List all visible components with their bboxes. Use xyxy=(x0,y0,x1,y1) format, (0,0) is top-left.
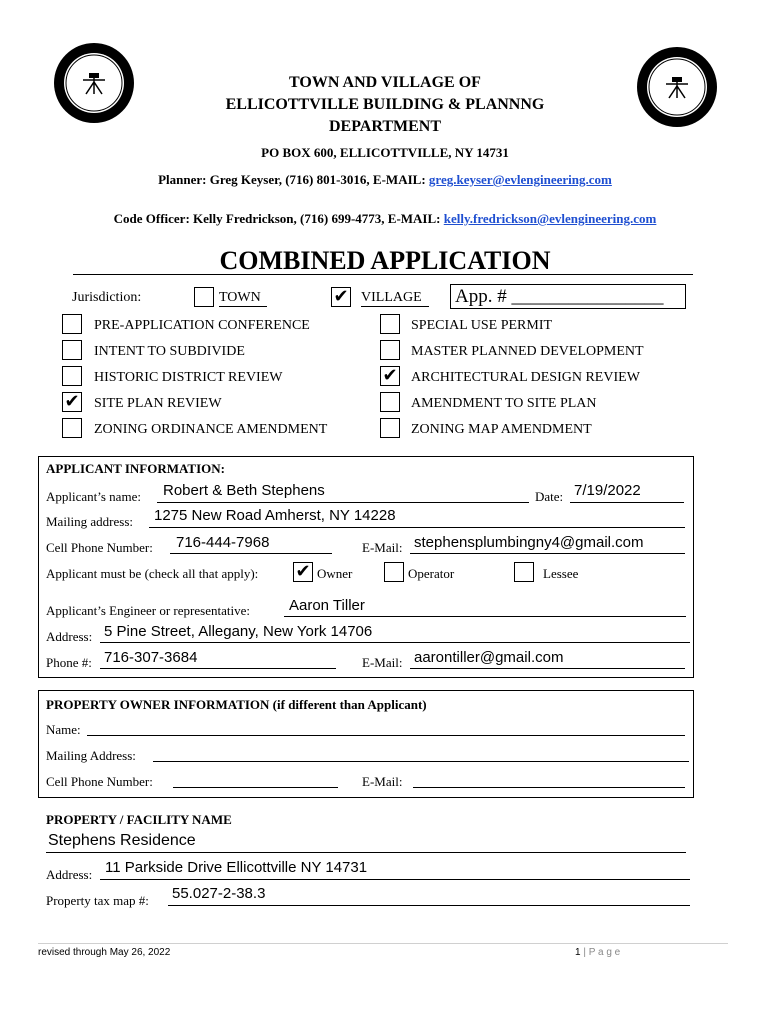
facility-address-line xyxy=(100,879,690,880)
facility-heading: PROPERTY / FACILITY NAME xyxy=(46,812,232,827)
page-number xyxy=(575,947,620,958)
engineer-phone-field[interactable]: 716-307-3684 xyxy=(104,649,198,666)
applicant-heading: APPLICANT INFORMATION: xyxy=(46,461,225,476)
engineer-address-line xyxy=(100,642,690,643)
applicant-type-label: Applicant must be (check all that apply): xyxy=(46,566,259,581)
owner-checkbox[interactable]: ✔ xyxy=(293,562,313,582)
operator-checkbox[interactable] xyxy=(384,562,404,582)
officer-text: Code Officer: Kelly Fredrickson, (716) 699-4773, E-MAIL: xyxy=(113,211,444,226)
revised-date: revised through May 26, 2022 xyxy=(38,947,171,958)
zoning-map-checkbox[interactable] xyxy=(380,418,400,438)
department-header xyxy=(0,72,770,138)
footer-rule xyxy=(38,943,728,944)
owner-email-label: E-Mail: xyxy=(362,774,403,789)
page-num: 1 xyxy=(575,947,581,958)
po-box-address: PO BOX 600, ELLICOTTVILLE, NY 14731 xyxy=(261,145,509,160)
operator-label: Operator xyxy=(408,566,455,581)
cell-phone-label: Cell Phone Number: xyxy=(46,540,153,555)
owner-mailing-field[interactable] xyxy=(153,761,689,762)
cell-phone-line xyxy=(170,553,332,554)
jurisdiction-label: Jurisdiction: xyxy=(72,290,142,305)
engineer-email-line xyxy=(410,668,685,669)
town-label: TOWN xyxy=(219,290,267,307)
tax-map-line xyxy=(168,905,690,906)
historic-district-label: HISTORIC DISTRICT REVIEW xyxy=(94,370,283,385)
app-number-box[interactable]: App. # ________________ xyxy=(450,284,686,309)
page-word: P a g e xyxy=(588,947,621,958)
amendment-site-plan-checkbox[interactable] xyxy=(380,392,400,412)
date-line xyxy=(570,502,684,503)
lessee-label: Lessee xyxy=(543,566,579,581)
special-use-permit-label: SPECIAL USE PERMIT xyxy=(411,318,553,333)
site-plan-review-checkbox[interactable]: ✔ xyxy=(62,392,82,412)
site-plan-review-label: SITE PLAN REVIEW xyxy=(94,396,222,411)
pre-application-checkbox[interactable] xyxy=(62,314,82,334)
header-line-1: TOWN AND VILLAGE OF xyxy=(289,74,481,91)
code-officer-contact xyxy=(0,211,770,227)
owner-email-field[interactable] xyxy=(413,787,685,788)
intent-to-subdivide-checkbox[interactable] xyxy=(62,340,82,360)
engineer-field[interactable]: Aaron Tiller xyxy=(289,597,365,614)
header-line-2: ELLICOTTVILLE BUILDING & PLANNNG xyxy=(225,96,545,113)
zoning-ordinance-checkbox[interactable] xyxy=(62,418,82,438)
pre-application-label: PRE-APPLICATION CONFERENCE xyxy=(94,318,310,333)
engineer-phone-line xyxy=(100,668,336,669)
zoning-map-label: ZONING MAP AMENDMENT xyxy=(411,422,592,437)
historic-district-checkbox[interactable] xyxy=(62,366,82,386)
applicant-name-field[interactable]: Robert & Beth Stephens xyxy=(163,482,325,499)
owner-label: Owner xyxy=(317,566,353,581)
engineer-email-label: E-Mail: xyxy=(362,655,403,670)
facility-address-label: Address: xyxy=(46,867,93,882)
facility-name-field[interactable]: Stephens Residence xyxy=(48,832,196,849)
applicant-email-label: E-Mail: xyxy=(362,540,403,555)
title-rule xyxy=(73,274,693,275)
town-checkbox[interactable] xyxy=(194,287,214,307)
lessee-checkbox[interactable] xyxy=(514,562,534,582)
owner-name-field[interactable] xyxy=(87,735,685,736)
page-separator: | xyxy=(580,947,589,958)
cell-phone-field[interactable]: 716-444-7968 xyxy=(176,534,270,551)
engineer-address-label: Address: xyxy=(46,629,93,644)
applicant-email-field[interactable]: stephensplumbingny4@gmail.com xyxy=(414,534,644,551)
mailing-address-label: Mailing address: xyxy=(46,514,134,529)
owner-heading: PROPERTY OWNER INFORMATION (if different than Applicant) xyxy=(46,697,427,712)
architectural-design-checkbox[interactable]: ✔ xyxy=(380,366,400,386)
date-field[interactable]: 7/19/2022 xyxy=(574,482,641,499)
planner-contact xyxy=(0,172,770,188)
owner-name-label: Name: xyxy=(46,722,81,737)
engineer-label: Applicant’s Engineer or representative: xyxy=(46,603,250,618)
engineer-line xyxy=(284,616,686,617)
officer-email-link[interactable]: kelly.fredrickson@evlengineering.com xyxy=(443,211,657,226)
intent-to-subdivide-label: INTENT TO SUBDIVIDE xyxy=(94,344,245,359)
village-label: VILLAGE xyxy=(361,290,429,307)
owner-cell-label: Cell Phone Number: xyxy=(46,774,153,789)
header-line-3: DEPARTMENT xyxy=(328,118,442,135)
form-title: COMBINED APPLICATION xyxy=(219,246,551,275)
date-label: Date: xyxy=(535,489,564,504)
amendment-site-plan-label: AMENDMENT TO SITE PLAN xyxy=(411,396,597,411)
village-checkbox[interactable]: ✔ xyxy=(331,287,351,307)
facility-name-line xyxy=(46,852,686,853)
master-planned-label: MASTER PLANNED DEVELOPMENT xyxy=(411,344,644,359)
tax-map-field[interactable]: 55.027-2-38.3 xyxy=(172,885,266,902)
owner-cell-field[interactable] xyxy=(173,787,338,788)
architectural-design-label: ARCHITECTURAL DESIGN REVIEW xyxy=(411,370,640,385)
mailing-address-field[interactable]: 1275 New Road Amherst, NY 14228 xyxy=(154,507,396,524)
special-use-permit-checkbox[interactable] xyxy=(380,314,400,334)
owner-mailing-label: Mailing Address: xyxy=(46,748,136,763)
planner-text: Planner: Greg Keyser, (716) 801-3016, E-MAIL: xyxy=(158,172,429,187)
tax-map-label: Property tax map #: xyxy=(46,893,149,908)
engineer-email-field[interactable]: aarontiller@gmail.com xyxy=(414,649,564,666)
master-planned-checkbox[interactable] xyxy=(380,340,400,360)
engineer-phone-label: Phone #: xyxy=(46,655,92,670)
applicant-email-line xyxy=(410,553,685,554)
engineer-address-field[interactable]: 5 Pine Street, Allegany, New York 14706 xyxy=(104,623,373,640)
applicant-name-line xyxy=(157,502,529,503)
facility-address-field[interactable]: 11 Parkside Drive Ellicottville NY 14731 xyxy=(105,859,368,876)
mailing-address-line xyxy=(149,527,685,528)
zoning-ordinance-label: ZONING ORDINANCE AMENDMENT xyxy=(94,422,328,437)
planner-email-link[interactable]: greg.keyser@evlengineering.com xyxy=(428,172,612,187)
applicant-name-label: Applicant’s name: xyxy=(46,489,141,504)
